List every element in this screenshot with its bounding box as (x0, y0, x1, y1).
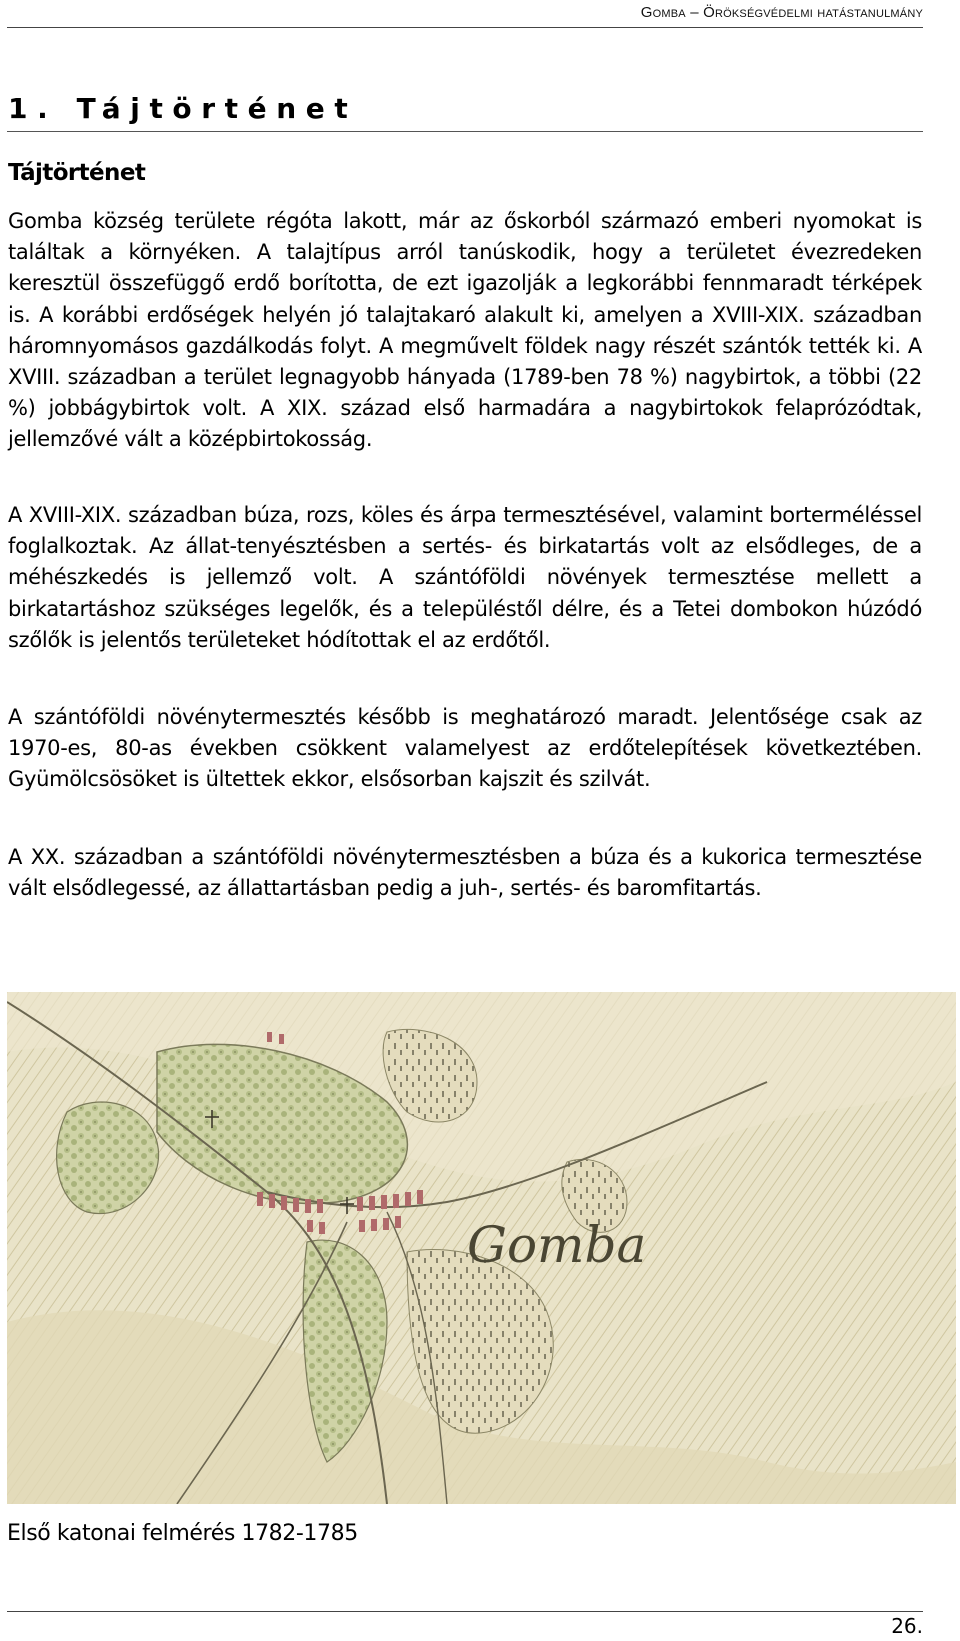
page-number: 26. (891, 1614, 923, 1638)
header-divider (7, 27, 923, 28)
paragraph-1: Gomba község területe régóta lakott, már az őskorból származó emberi nyomokat is találtak a környéken. A talajtípus arról tanúskodik, hogy a területet évezredeken keresztül összefüggő erdő borította, de ezt igazolják a legkorábbi fennmaradt térképek is. A korábbi erdőségek helyén jó talajtakaró alakult ki, amelyen a XVIII-XIX. században háromnyomásos gazdálkodás folyt. A megművelt földek nagy részét szántók tették ki. A XVIII. században a terület legnagyobb hányada (1789-ben 78 %) nagybirtok, a többi (22 %) jobbágybirtok volt. A XIX. század első harmadára a nagybirtokok felaprózódtak, jellemzővé vált a középbirtokosság. (8, 209, 922, 452)
footer-divider (7, 1611, 923, 1612)
paragraph-2: A XVIII-XIX. században búza, rozs, köles és árpa termesztésével, valamint borterméléssel foglalkoztak. Az állat-tenyésztésben a sertés- és birkatartás volt az elsődleges, de a méhészkedés is jellemző volt. A szántóföldi növények termesztése mellett a birkatartáshoz szükséges legelők, és a településtől délre, és a Tetei dombokon húzódó szőlők is jelentős területeket hódítottak el az erdőtől. (8, 503, 922, 652)
chapter-divider (7, 131, 923, 132)
section-heading: Tájtörténet (8, 160, 146, 186)
map-place-label: Gomba (467, 1216, 647, 1274)
paragraph-3: A szántóföldi növénytermesztés később is meghatározó maradt. Jelentősége csak az 1970-es, 80-as években csökkent valamelyest az erdőtelepítések következtében. Gyümölcsösöket is ültettek ekkor, elsősorban kajszit és szilvát. (8, 705, 922, 792)
historical-map-drawing (7, 992, 956, 1504)
running-header-text: Gomba – Örökségvédelmi hatástanulmány (640, 4, 923, 21)
historical-map-image (7, 992, 956, 1504)
paragraph-4: A XX. században a szántóföldi növénytermesztésben a búza és a kukorica termesztése vált elsődlegessé, az állattartásban pedig a juh-, sertés- és baromfitartás. (8, 845, 922, 901)
running-header (641, 4, 923, 21)
chapter-title: 1. Tájtörténet (8, 92, 358, 125)
figure-caption: Első katonai felmérés 1782-1785 (7, 1521, 358, 1546)
